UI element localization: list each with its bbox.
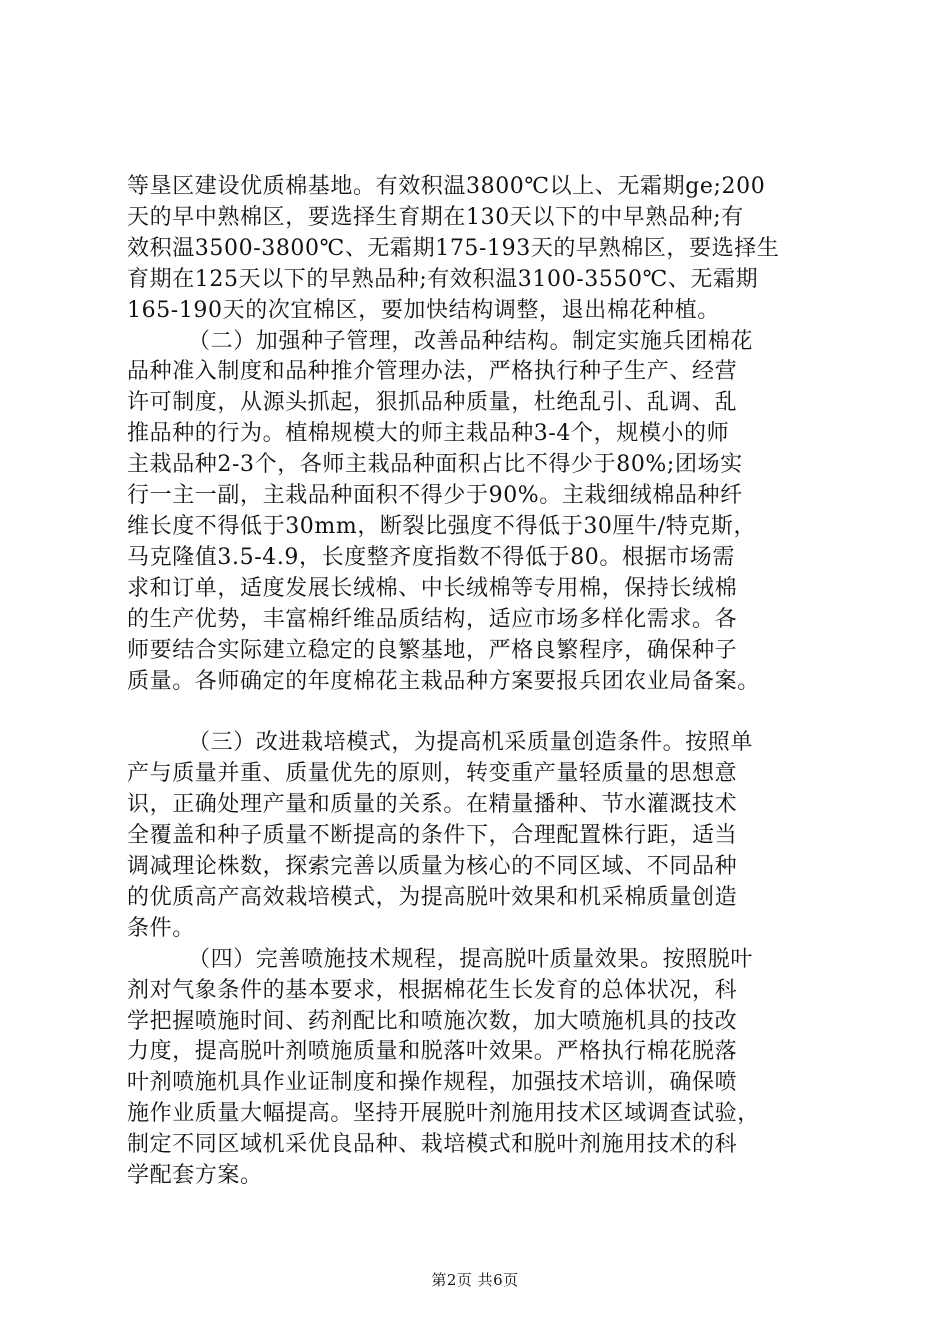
paragraph-seed-management <box>127 327 847 698</box>
text-line: 产与质量并重、质量优先的原则，转变重产量轻质量的思想意 <box>127 761 738 787</box>
text-line: 维长度不得低于30mm，断裂比强度不得低于30厘牛/特克斯， <box>127 513 757 539</box>
text-line: 等垦区建设优质棉基地。有效积温3800℃以上、无霜期ge;200 <box>127 174 766 199</box>
text-line: 求和订单，适度发展长绒棉、中长绒棉等专用棉，保持长绒棉 <box>127 575 738 601</box>
text-line: 主栽品种2-3个，各师主栽品种面积占比不得少于80%;团场实 <box>127 452 743 478</box>
text-line: 条件。 <box>127 915 195 941</box>
text-line: （二）加强种子管理，改善品种结构。制定实施兵团棉花 <box>188 328 754 354</box>
text-line: 质量。各师确定的年度棉花主栽品种方案要报兵团农业局备案。 <box>127 668 760 694</box>
text-line: 育期在125天以下的早熟品种;有效积温3100-3550℃、无霜期 <box>127 266 759 292</box>
text-line: 制定不同区域机采优良品种、栽培模式和脱叶剂施用技术的科 <box>127 1132 738 1158</box>
text-line: 叶剂喷施机具作业证制度和操作规程，加强技术培训，确保喷 <box>127 1070 738 1096</box>
text-line: 剂对气象条件的基本要求，根据棉花生长发育的总体状况，科 <box>127 977 738 1003</box>
text-line: （三）改进栽培模式，为提高机采质量创造条件。按照单 <box>188 730 754 756</box>
text-line: 的优质高产高效栽培模式，为提高脱叶效果和机采棉质量创造 <box>127 884 738 910</box>
text-line: 行一主一副，主栽品种面积不得少于90%。主栽细绒棉品种纤 <box>127 483 743 509</box>
text-line: 施作业质量大幅提高。坚持开展脱叶剂施用技术区域调查试验， <box>127 1101 760 1127</box>
paragraph-cultivation-mode <box>127 728 847 944</box>
page-number-footer: 第2页 共6页 <box>431 1271 519 1289</box>
text-line: 调减理论株数，探索完善以质量为核心的不同区域、不同品种 <box>127 854 738 880</box>
text-line: 品种准入制度和品种推介管理办法，严格执行种子生产、经营 <box>127 359 738 385</box>
text-line: 许可制度，从源头抓起，狠抓品种质量，杜绝乱引、乱调、乱 <box>127 390 738 416</box>
text-line: （四）完善喷施技术规程，提高脱叶质量效果。按照脱叶 <box>188 946 754 972</box>
document-body <box>127 172 847 1192</box>
text-line: 推品种的行为。植棉规模大的师主栽品种3-4个，规模小的师 <box>127 421 730 447</box>
text-line: 学把握喷施时间、药剂配比和喷施次数，加大喷施机具的技改 <box>127 1008 738 1034</box>
text-line: 马克隆值3.5-4.9，长度整齐度指数不得低于80。根据市场需 <box>127 544 736 570</box>
text-line: 识，正确处理产量和质量的关系。在精量播种、节水灌溉技术 <box>127 792 738 818</box>
text-line: 学配套方案。 <box>127 1163 263 1189</box>
paragraph-continuation <box>127 172 847 327</box>
text-line: 师要结合实际建立稳定的良繁基地，严格良繁程序，确保种子 <box>127 637 738 663</box>
text-line: 效积温3500-3800℃、无霜期175-193天的早熟棉区，要选择生 <box>127 235 780 261</box>
text-line: 天的早中熟棉区，要选择生育期在130天以下的中早熟品种;有 <box>127 204 744 230</box>
text-line: 全覆盖和种子质量不断提高的条件下，合理配置株行距，适当 <box>127 823 738 849</box>
text-line: 力度，提高脱叶剂喷施质量和脱落叶效果。严格执行棉花脱落 <box>127 1039 738 1065</box>
text-line: 165-190天的次宜棉区，要加快结构调整，退出棉花种植。 <box>127 297 720 323</box>
text-line: 的生产优势，丰富棉纤维品质结构，适应市场多样化需求。各 <box>127 606 738 632</box>
paragraph-spraying-rules <box>127 945 847 1192</box>
paragraph-gap <box>127 697 847 728</box>
